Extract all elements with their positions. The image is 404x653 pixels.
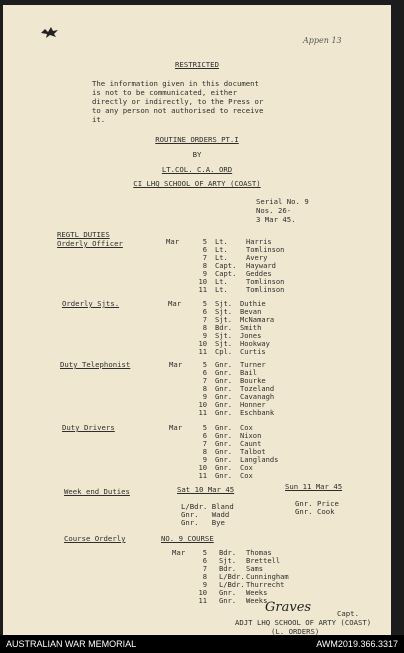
month-label: Mar xyxy=(168,299,182,308)
name: Cox xyxy=(240,423,253,432)
name: Harris xyxy=(246,237,272,246)
day: 6 xyxy=(202,245,207,254)
regtl-duties-heading: REGTL DUTIES xyxy=(57,230,110,239)
rank: Gnr. xyxy=(215,376,233,385)
serial-line: Nos. 26- xyxy=(256,206,292,215)
day: 8 xyxy=(202,384,207,393)
rank: Capt. xyxy=(215,269,237,278)
rank: Gnr. xyxy=(215,384,233,393)
name: Weeks xyxy=(246,588,268,597)
restricted-heading: RESTRICTED xyxy=(175,60,219,69)
month-label: Mar xyxy=(169,360,183,369)
day: 7 xyxy=(202,315,207,324)
name: McNamara xyxy=(240,315,275,324)
notice-line: it. xyxy=(92,115,106,124)
rank: L/Bdr. xyxy=(219,580,245,589)
name: Talbot xyxy=(240,447,266,456)
name: Tozeland xyxy=(240,384,275,393)
sunday-heading: Sun 11 Mar 45 xyxy=(285,482,343,491)
rank: Gnr. xyxy=(215,408,233,417)
weekend-heading: Week end Duties xyxy=(64,487,130,496)
day: 9 xyxy=(202,392,207,401)
day: 10 xyxy=(198,277,207,286)
name: Cox xyxy=(240,463,253,472)
day: 11 xyxy=(198,596,207,605)
rank: Bdr. xyxy=(219,564,237,573)
saturday-duty: Gnr. Wadd xyxy=(181,510,230,519)
day: 10 xyxy=(198,463,207,472)
name: Avery xyxy=(246,253,268,262)
rank: Cpl. xyxy=(215,347,233,356)
name: Cavanagh xyxy=(240,392,275,401)
name: Hayward xyxy=(246,261,276,270)
day: 5 xyxy=(202,299,207,308)
name: Turner xyxy=(240,360,266,369)
signatory-rank: Capt. xyxy=(337,609,359,618)
day: 5 xyxy=(202,360,207,369)
telephonist-heading: Duty Telephonist xyxy=(60,360,131,369)
saturday-duty: L/Bdr. Bland xyxy=(181,502,234,511)
month-label: Mar xyxy=(169,423,183,432)
rank: Sjt. xyxy=(215,315,233,324)
rank: Gnr. xyxy=(215,447,233,456)
rank: Sjt. xyxy=(215,331,233,340)
name: Tomlinson xyxy=(246,285,285,294)
saturday-duty: Gnr. Bye xyxy=(181,518,225,527)
name: Tomlinson xyxy=(246,245,285,254)
name: Jones xyxy=(240,331,262,340)
rank: Sjt. xyxy=(219,556,237,565)
day: 6 xyxy=(202,307,207,316)
day: 9 xyxy=(202,580,207,589)
orderly-sjts-heading: Orderly Sjts. xyxy=(62,299,120,308)
day: 10 xyxy=(198,400,207,409)
rank: Bdr. xyxy=(219,548,237,557)
rank: Lt. xyxy=(215,245,228,254)
rank: Gnr. xyxy=(215,439,233,448)
document-page xyxy=(3,5,391,635)
notice-line: directly or indirectly, to the Press or xyxy=(92,97,264,106)
archive-name: AUSTRALIAN WAR MEMORIAL xyxy=(6,639,137,649)
month-label: Mar xyxy=(166,237,180,246)
name: Cunningham xyxy=(246,572,289,581)
day: 5 xyxy=(202,548,207,557)
rank: Gnr. xyxy=(215,455,233,464)
name: Langlands xyxy=(240,455,279,464)
name: Caunt xyxy=(240,439,262,448)
course-orderly-heading: Course Orderly xyxy=(64,534,126,543)
course-number: NO. 9 COURSE xyxy=(161,534,214,543)
rank: Gnr. xyxy=(215,360,233,369)
rank: Gnr. xyxy=(219,596,237,605)
notice-line: The information given in this document xyxy=(92,79,259,88)
issuing-officer: LT.COL. C.A. ORD xyxy=(161,165,233,174)
by-line: BY xyxy=(192,150,202,159)
name: Bourke xyxy=(240,376,266,385)
name: Weeks xyxy=(246,596,268,605)
name: Eschbank xyxy=(240,408,275,417)
day: 8 xyxy=(202,447,207,456)
day: 7 xyxy=(202,376,207,385)
signature: Graves xyxy=(265,600,312,615)
name: Sams xyxy=(246,564,264,573)
day: 5 xyxy=(202,423,207,432)
unit-name: CI LHQ SCHOOL OF ARTY (COAST) xyxy=(133,179,261,188)
day: 9 xyxy=(202,331,207,340)
rank: Sjt. xyxy=(215,299,233,308)
serial-line: 3 Mar 45. xyxy=(256,215,296,224)
rank: Gnr. xyxy=(219,588,237,597)
rank: Lt. xyxy=(215,237,228,246)
signatory-title-line2: (L. ORDERS) xyxy=(271,627,320,635)
archive-reference: AWM2019.366.3317 xyxy=(316,639,398,649)
name: Duthie xyxy=(240,299,266,308)
name: Smith xyxy=(240,323,262,332)
document-title: ROUTINE ORDERS PT.I xyxy=(155,135,239,144)
notice-line: is not to be communicated, either xyxy=(92,88,237,97)
day: 9 xyxy=(202,455,207,464)
day: 8 xyxy=(202,323,207,332)
day: 7 xyxy=(202,253,207,262)
notice-line: to any person not authorised to receive xyxy=(92,106,264,115)
name: Geddes xyxy=(246,269,272,278)
day: 9 xyxy=(202,269,207,278)
day: 10 xyxy=(198,339,207,348)
rank: Lt. xyxy=(215,285,228,294)
sunday-duty: Gnr. Price xyxy=(295,499,339,508)
rank: Gnr. xyxy=(215,431,233,440)
day: 6 xyxy=(202,431,207,440)
day: 7 xyxy=(202,564,207,573)
rank: Sjt. xyxy=(215,307,233,316)
rank: Lt. xyxy=(215,277,228,286)
name: Nixon xyxy=(240,431,262,440)
day: 7 xyxy=(202,439,207,448)
signatory-title: ADJT LHQ SCHOOL OF ARTY (COAST) xyxy=(235,618,372,627)
name: Bevan xyxy=(240,307,262,316)
name: Tomlinson xyxy=(246,277,285,286)
name: Honner xyxy=(240,400,266,409)
day: 11 xyxy=(198,471,207,480)
archive-footer xyxy=(0,635,404,653)
month-label: Mar xyxy=(172,548,186,557)
rank: Gnr. xyxy=(215,368,233,377)
serial-line: Serial No. 9 xyxy=(256,197,309,206)
day: 6 xyxy=(202,556,207,565)
name: Thurrecht xyxy=(246,580,285,589)
rank: Capt. xyxy=(215,261,237,270)
sunday-duty: Gnr. Cook xyxy=(295,507,335,516)
day: 6 xyxy=(202,368,207,377)
rank: Gnr. xyxy=(215,392,233,401)
drivers-heading: Duty Drivers xyxy=(62,423,115,432)
day: 11 xyxy=(198,408,207,417)
rank: Lt. xyxy=(215,253,228,262)
corner-note: Appen 13 xyxy=(303,36,342,45)
name: Thomas xyxy=(246,548,272,557)
orderly-officer-heading: Orderly Officer xyxy=(57,239,123,248)
name: Curtis xyxy=(240,347,266,356)
name: Bail xyxy=(240,368,258,377)
day: 8 xyxy=(202,572,207,581)
day: 5 xyxy=(202,237,207,246)
rank: Gnr. xyxy=(215,471,233,480)
rank: Bdr. xyxy=(215,323,233,332)
rank: Gnr. xyxy=(215,423,233,432)
name: Cox xyxy=(240,471,253,480)
day: 11 xyxy=(198,347,207,356)
rank: L/Bdr. xyxy=(219,572,245,581)
rank: Sjt. xyxy=(215,339,233,348)
name: Brettell xyxy=(246,556,281,565)
rank: Gnr. xyxy=(215,463,233,472)
saturday-heading: Sat 10 Mar 45 xyxy=(177,485,235,494)
day: 8 xyxy=(202,261,207,270)
name: Hookway xyxy=(240,339,270,348)
rank: Gnr. xyxy=(215,400,233,409)
day: 10 xyxy=(198,588,207,597)
day: 11 xyxy=(198,285,207,294)
ink-blot xyxy=(39,25,61,39)
